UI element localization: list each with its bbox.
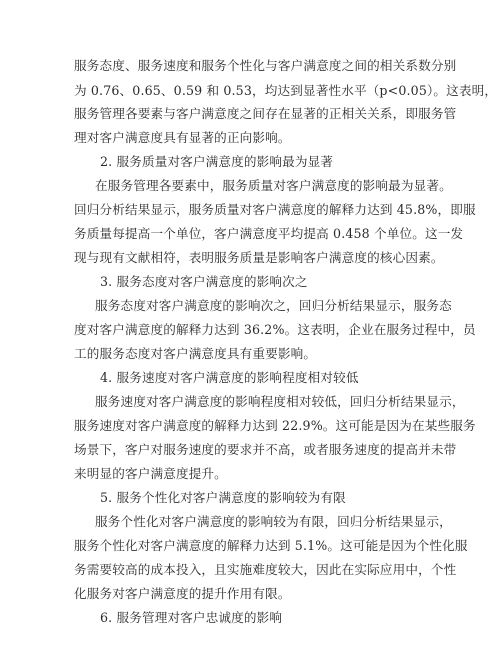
paragraph-personalization-line-4: 化服务对客户满意度的提升作用有限。 xyxy=(74,586,291,601)
paragraph-speed-line-2: 服务速度对客户满意度的解释力达到 22.9%。这可能是因为在某些服务 xyxy=(74,418,476,433)
section-heading-4: 4. 服务速度对客户满意度的影响程度相对较低 xyxy=(100,370,359,385)
paragraph-speed-line-3: 场景下，客户对服务速度的要求并不高，或者服务速度的提高并未带 xyxy=(74,442,457,457)
paragraph-attitude-line-2: 度对客户满意度的解释力达到 36.2%。这表明，企业在服务过程中，员 xyxy=(74,322,476,337)
paragraph-intro-line-3: 服务管理各要素与客户满意度之间存在显著的正相关关系，即服务管 xyxy=(74,106,457,121)
paragraph-quality-line-3: 务质量每提高一个单位，客户满意度平均提高 0.458 个单位。这一发 xyxy=(74,226,464,241)
section-heading-2: 2. 服务质量对客户满意度的影响最为显著 xyxy=(100,154,334,169)
paragraph-attitude-line-1: 服务态度对客户满意度的影响次之，回归分析结果显示，服务态 xyxy=(95,298,452,313)
paragraph-intro-line-1: 服务态度、服务速度和服务个性化与客户满意度之间的相关系数分别 xyxy=(74,58,457,73)
paragraph-quality-line-4: 现与现有文献相符，表明服务质量是影响客户满意度的核心因素。 xyxy=(74,250,444,265)
section-heading-5: 5. 服务个性化对客户满意度的影响较为有限 xyxy=(100,490,346,505)
paragraph-personalization-line-2: 服务个性化对客户满意度的解释力达到 5.1%。这可能是因为个性化服 xyxy=(74,538,468,553)
paragraph-speed-line-4: 来明显的客户满意度提升。 xyxy=(74,466,227,481)
paragraph-speed-line-1: 服务速度对客户满意度的影响程度相对较低，回归分析结果显示， xyxy=(95,394,465,409)
section-heading-3: 3. 服务态度对客户满意度的影响次之 xyxy=(100,274,308,289)
paragraph-quality-line-2: 回归分析结果显示，服务质量对客户满意度的解释力达到 45.8%，即服 xyxy=(74,202,476,217)
paragraph-personalization-line-3: 务需要较高的成本投入，且实施难度较大，因此在实际应用中，个性 xyxy=(74,562,457,577)
paragraph-personalization-line-1: 服务个性化对客户满意度的影响较为有限，回归分析结果显示， xyxy=(95,514,452,529)
section-heading-6: 6. 服务管理对客户忠诚度的影响 xyxy=(100,610,283,625)
paragraph-intro-line-4: 理对客户满意度具有显著的正向影响。 xyxy=(74,130,291,145)
paragraph-quality-line-1: 在服务管理各要素中，服务质量对客户满意度的影响最为显著。 xyxy=(95,178,452,193)
paragraph-attitude-line-3: 工的服务态度对客户满意度具有重要影响。 xyxy=(74,346,317,361)
paragraph-intro-line-2: 为 0.76、0.65、0.59 和 0.53，均达到显著性水平（p<0.05）。这表明， xyxy=(74,83,498,98)
